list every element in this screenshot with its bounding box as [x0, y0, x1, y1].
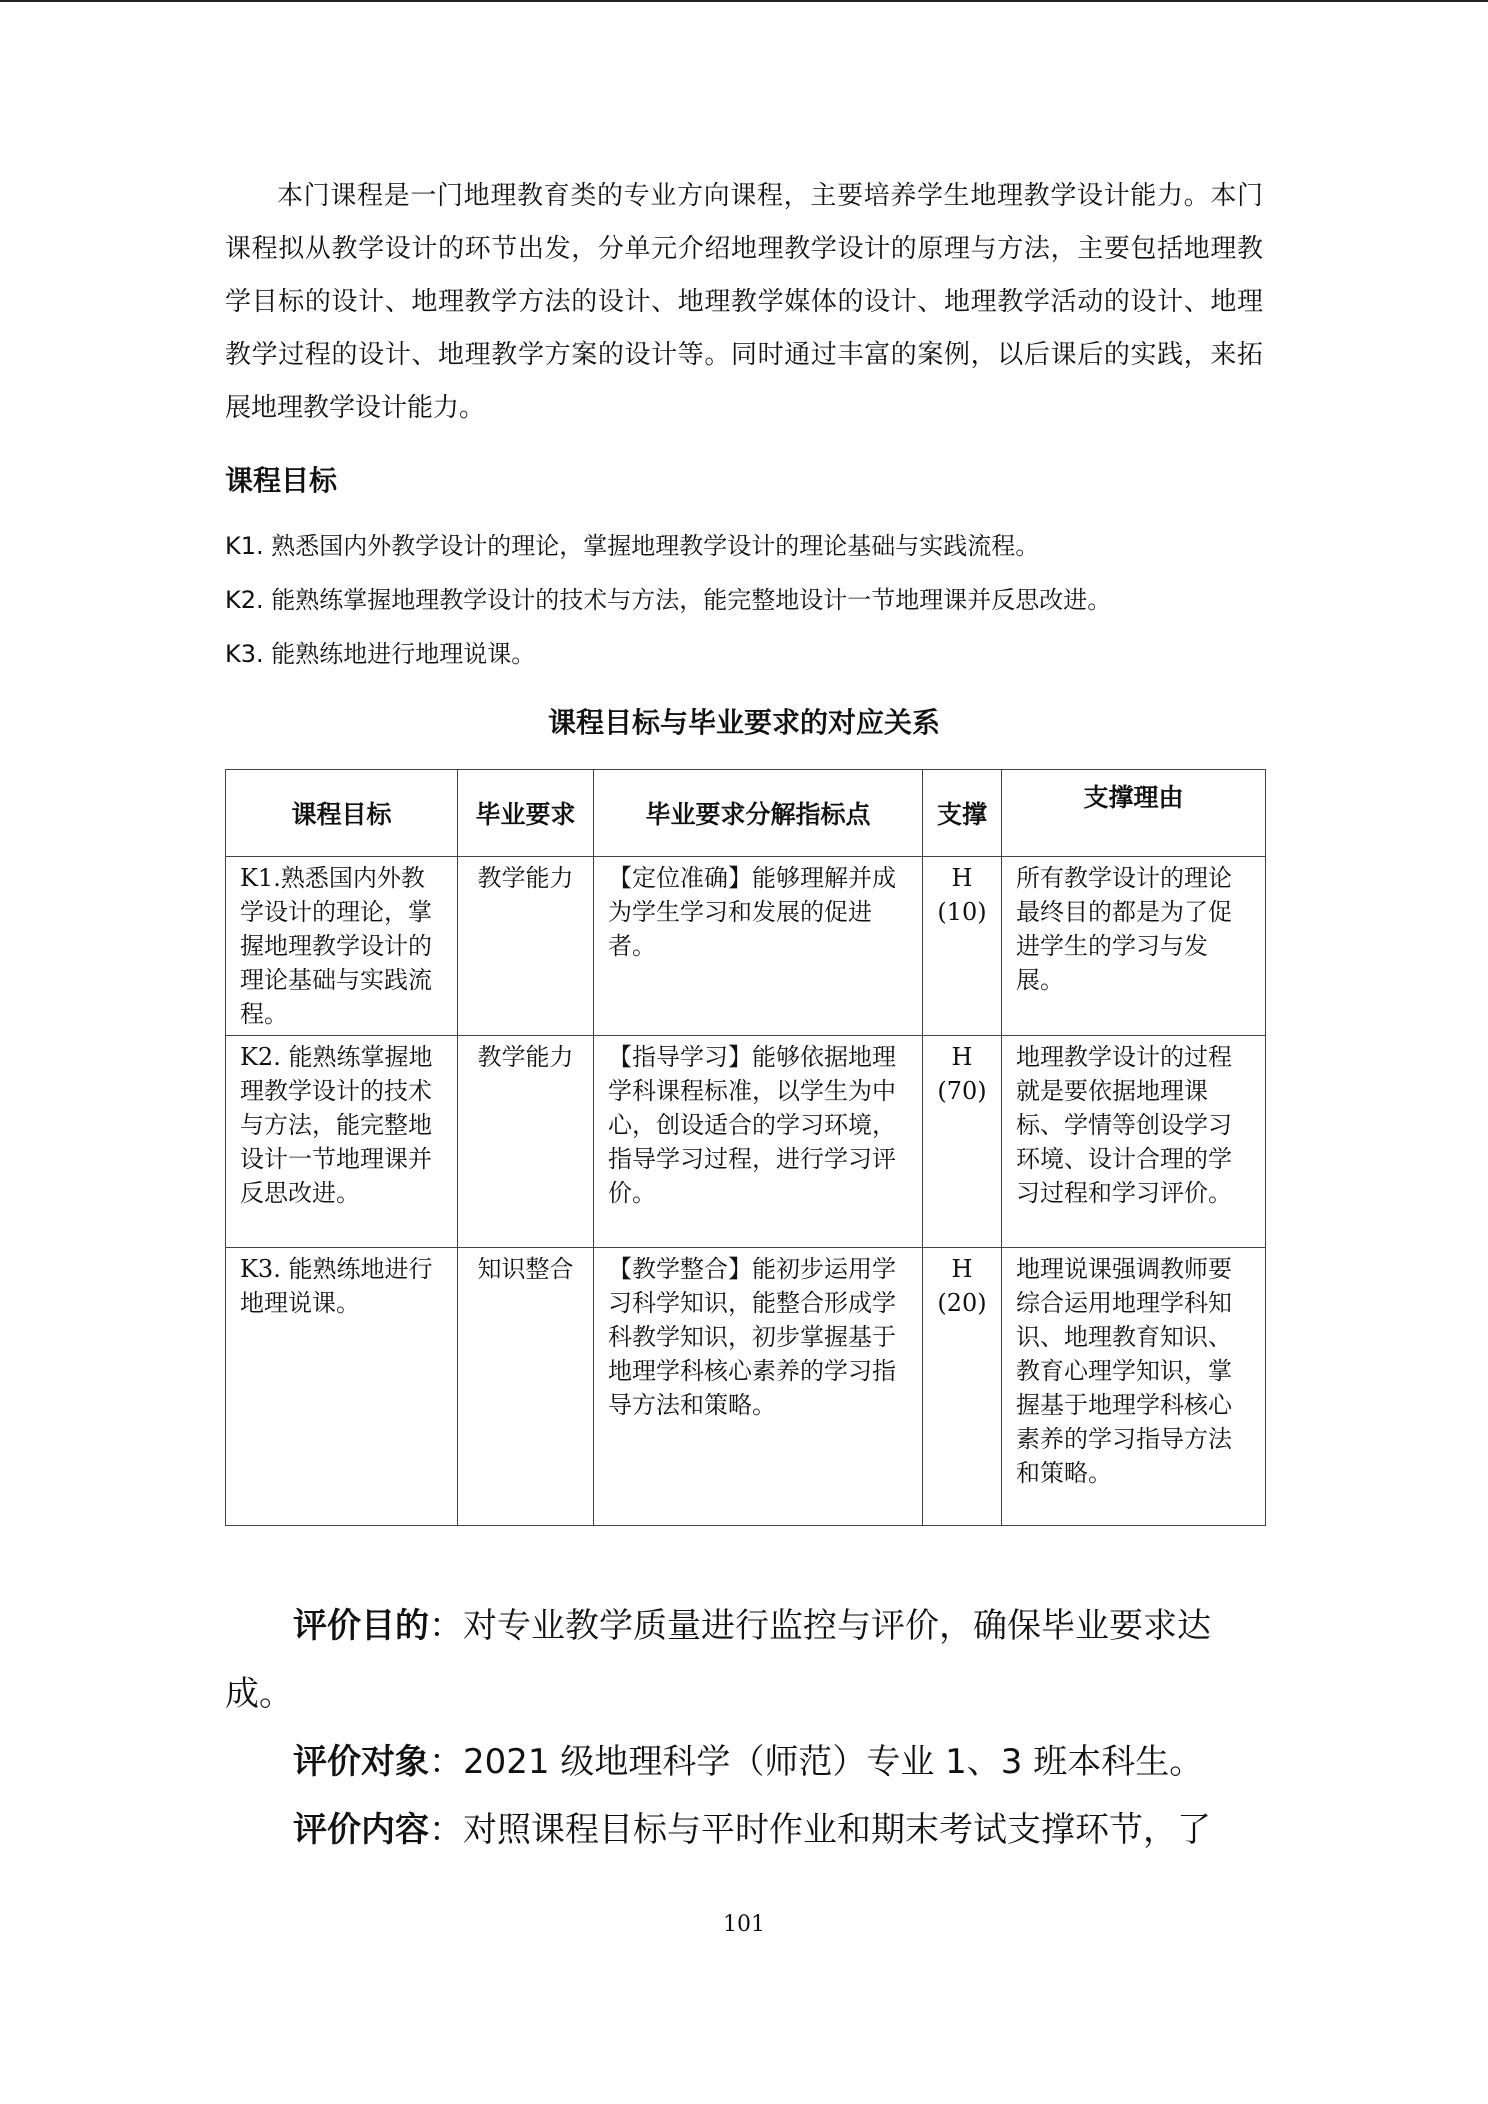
goal-k2: K2. 能熟练掌握地理教学设计的技术与方法，能完整地设计一节地理课并反思改进。 [225, 586, 1112, 614]
cell-requirement: 教学能力 [458, 1036, 594, 1248]
evaluation-purpose-label: 评价目的 [293, 1606, 429, 1646]
evaluation-object [225, 1728, 1263, 1796]
cell-goal: K2. 能熟练掌握地理教学设计的技术与方法，能完整地设计一节地理课并反思改进。 [226, 1036, 458, 1248]
evaluation-content [225, 1796, 1263, 1864]
header-point: 毕业要求分解指标点 [594, 770, 923, 857]
cell-reason: 地理说课强调教师要综合运用地理学科知识、地理教育知识、教育心理学知识，掌握基于地理学科核心素养的学习指导方法和策略。 [1002, 1248, 1266, 1526]
intro-paragraph: 本门课程是一门地理教育类的专业方向课程，主要培养学生地理教学设计能力。本门课程拟从教学设计的环节出发，分单元介绍地理教学设计的原理与方法，主要包括地理教学目标的设计、地理教学方法的设计、地理教学媒体的设计、地理教学活动的设计、地理教学过程的设计、地理教学方案的设计等。同时通过丰富的案例，以后课后的实践，来拓展地理教学设计能力。 [225, 181, 1263, 423]
header-goal: 课程目标 [226, 770, 458, 857]
evaluation-content-text: ：对照课程目标与平时作业和期末考试支撑环节，了 [429, 1810, 1211, 1850]
cell-reason: 地理教学设计的过程就是要依据地理课标、学情等创设学习环境、设计合理的学习过程和学习评价。 [1002, 1036, 1266, 1248]
cell-point: 【指导学习】能够依据地理学科课程标准，以学生为中心，创设适合的学习环境，指导学习过程，进行学习评价。 [594, 1036, 923, 1248]
top-border-line [0, 0, 1488, 2]
evaluation-purpose [225, 1592, 1263, 1728]
goals-heading: 课程目标 [225, 464, 338, 497]
support-level: H [951, 1043, 973, 1071]
support-weight: (10) [937, 898, 987, 926]
support-level: H [951, 1255, 973, 1283]
support-weight: (70) [937, 1077, 987, 1105]
table-caption: 课程目标与毕业要求的对应关系 [547, 706, 940, 739]
support-level: H [951, 864, 973, 892]
cell-point: 【教学整合】能初步运用学习科学知识，能整合形成学科教学知识，初步掌握基于地理学科核心素养的学习指导方法和策略。 [594, 1248, 923, 1526]
table-row [226, 1036, 1266, 1248]
evaluation-object-label: 评价对象 [293, 1742, 429, 1782]
table-row [226, 857, 1266, 1036]
goal-requirement-table [225, 769, 1266, 1526]
page-number: 101 [723, 1912, 765, 1937]
table-header-row [226, 770, 1266, 857]
header-support: 支撑 [923, 770, 1002, 857]
goal-k1: K1. 熟悉国内外教学设计的理论，掌握地理教学设计的理论基础与实践流程。 [225, 532, 1040, 560]
cell-requirement: 知识整合 [458, 1248, 594, 1526]
cell-reason: 所有教学设计的理论最终目的都是为了促进学生的学习与发展。 [1002, 857, 1266, 1036]
cell-support [923, 1248, 1002, 1526]
page-content [225, 170, 1263, 1864]
support-weight: (20) [937, 1289, 987, 1317]
cell-goal: K3. 能熟练地进行地理说课。 [226, 1248, 458, 1526]
cell-point: 【定位准确】能够理解并成为学生学习和发展的促进者。 [594, 857, 923, 1036]
goal-k3: K3. 能熟练地进行地理说课。 [225, 640, 536, 668]
cell-requirement: 教学能力 [458, 857, 594, 1036]
evaluation-content-label: 评价内容 [293, 1810, 429, 1850]
cell-support [923, 857, 1002, 1036]
cell-support [923, 1036, 1002, 1248]
header-requirement: 毕业要求 [458, 770, 594, 857]
cell-goal: K1.熟悉国内外教学设计的理论，掌握地理教学设计的理论基础与实践流程。 [226, 857, 458, 1036]
table-row [226, 1248, 1266, 1526]
evaluation-object-text: ：2021 级地理科学（师范）专业 1、3 班本科生。 [429, 1742, 1204, 1782]
evaluation-purpose-text: ：对专业教学质量进行监控与评价，确保毕业要求达成。 [225, 1606, 1211, 1714]
header-reason: 支撑理由 [1002, 770, 1266, 857]
